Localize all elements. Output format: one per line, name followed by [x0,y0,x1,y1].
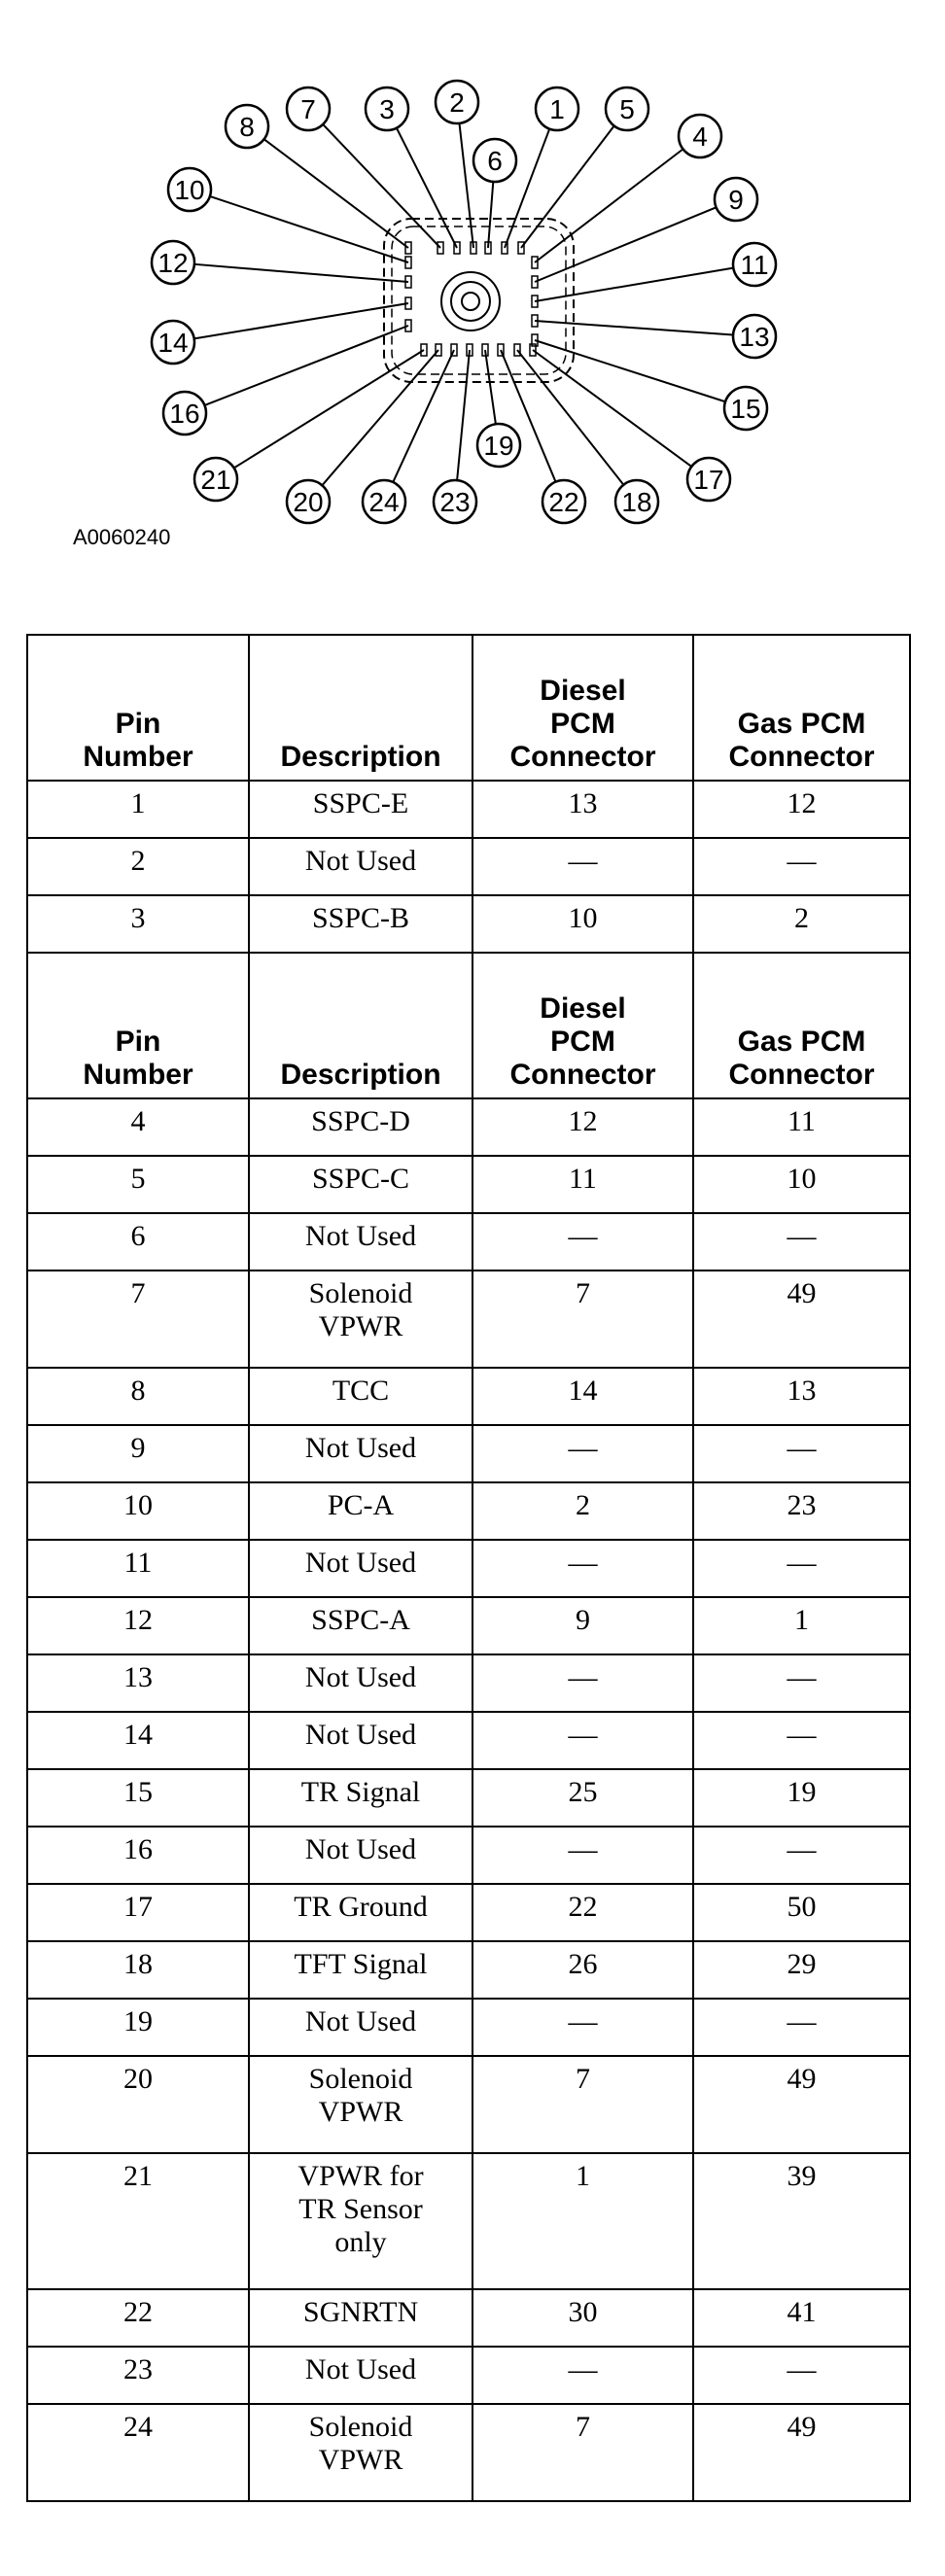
cell-diesel-pcm: 10 [472,895,693,953]
table-body-first [27,781,910,953]
cell-description: Not Used [249,1654,472,1712]
cell-pin-number: 11 [27,1540,249,1597]
table-row [27,1425,910,1482]
cell-pin-number: 3 [27,895,249,953]
leader-line [264,139,408,248]
callout-label: 4 [692,122,708,152]
callout-label: 23 [439,487,471,517]
cell-gas-pcm: 49 [693,2404,910,2501]
pin-callout [687,458,730,501]
cell-diesel-pcm: 13 [472,781,693,838]
leader-line [535,207,717,282]
leader-line [397,128,457,248]
table-row [27,1654,910,1712]
pin-callout [226,105,268,148]
cell-pin-number: 16 [27,1827,249,1884]
pin-callout [194,458,237,501]
cell-description: TFT Signal [249,1941,472,1999]
table-row [27,2289,910,2347]
callout-label: 5 [619,94,635,124]
leader-lines [194,123,734,485]
leader-line [234,350,424,468]
callout-label: 8 [239,112,255,142]
leader-line [459,123,473,248]
cell-gas-pcm: 49 [693,1271,910,1368]
pin-callout [152,321,194,364]
leader-line [517,350,623,485]
cell-pin-number: 21 [27,2153,249,2289]
cell-diesel-pcm: — [472,1999,693,2056]
table-row [27,1597,910,1654]
cell-diesel-pcm: 22 [472,1884,693,1941]
cell-diesel-pcm: 9 [472,1597,693,1654]
pin-callout [363,480,405,523]
cell-description: Solenoid VPWR [249,1271,472,1368]
cell-diesel-pcm: 30 [472,2289,693,2347]
table-row [27,2153,910,2289]
cell-diesel-pcm: 1 [472,2153,693,2289]
callout-label: 9 [728,185,744,215]
cell-gas-pcm: — [693,1712,910,1769]
cell-description: SSPC-B [249,895,472,953]
callout-label: 19 [483,431,514,461]
pin-callout [679,115,721,157]
leader-line [485,350,496,424]
callout-label: 10 [174,175,205,205]
header-pin-number: Pin Number [27,953,249,1098]
cell-gas-pcm: 11 [693,1098,910,1156]
cell-description: SSPC-D [249,1098,472,1156]
table-header-row [27,635,910,781]
table-header-repeat [27,953,910,1098]
cell-gas-pcm: 41 [693,2289,910,2347]
table-header-row [27,953,910,1098]
pin-terminals [405,242,538,356]
cell-pin-number: 7 [27,1271,249,1368]
cell-description: Not Used [249,1213,472,1271]
callout-label: 16 [169,399,200,429]
cell-pin-number: 12 [27,1597,249,1654]
cell-diesel-pcm: 7 [472,2404,693,2501]
leader-line [204,326,408,405]
pin-callout [733,243,776,286]
pin-callout [733,315,776,358]
cell-diesel-pcm: — [472,1654,693,1712]
cell-pin-number: 17 [27,1884,249,1941]
cell-description: Not Used [249,1540,472,1597]
cell-description: SSPC-C [249,1156,472,1213]
cell-gas-pcm: — [693,2347,910,2404]
cell-gas-pcm: — [693,838,910,895]
pin-callout [473,139,516,182]
cell-description: Not Used [249,1425,472,1482]
pin-callout [724,387,767,430]
pin-callout [287,87,330,130]
cell-gas-pcm: 12 [693,781,910,838]
header-description: Description [249,635,472,781]
pin-callout [434,480,476,523]
connector-center-dot [462,293,479,310]
cell-pin-number: 9 [27,1425,249,1482]
cell-description: SSPC-A [249,1597,472,1654]
cell-gas-pcm: — [693,1999,910,2056]
leader-line [323,124,440,248]
cell-pin-number: 1 [27,781,249,838]
cell-pin-number: 13 [27,1654,249,1712]
leader-line [535,321,733,334]
pin-callout [163,392,206,435]
callout-label: 12 [158,248,189,278]
table-row [27,1540,910,1597]
cell-pin-number: 5 [27,1156,249,1213]
table-row [27,1156,910,1213]
header-pin-number: Pin Number [27,635,249,781]
cell-diesel-pcm: 7 [472,1271,693,1368]
table-row [27,2347,910,2404]
cell-pin-number: 15 [27,1769,249,1827]
leader-line [535,340,725,401]
pin-callout [715,178,757,221]
cell-description: SGNRTN [249,2289,472,2347]
callout-label: 1 [549,94,565,124]
leader-line [210,196,408,262]
pin-callout [542,480,585,523]
cell-description: Not Used [249,1712,472,1769]
callout-label: 13 [739,322,770,352]
table-row [27,895,910,953]
pin-callout [615,480,658,523]
pin-callout [366,87,408,130]
callout-label: 18 [621,487,652,517]
cell-pin-number: 23 [27,2347,249,2404]
pin-callout [287,480,330,523]
cell-gas-pcm: — [693,1827,910,1884]
cell-gas-pcm: 23 [693,1482,910,1540]
cell-pin-number: 18 [27,1941,249,1999]
cell-gas-pcm: 2 [693,895,910,953]
cell-diesel-pcm: — [472,1213,693,1271]
cell-diesel-pcm: 26 [472,1941,693,1999]
table-row [27,1827,910,1884]
cell-diesel-pcm: 2 [472,1482,693,1540]
table-row [27,2404,910,2501]
cell-gas-pcm: 50 [693,1884,910,1941]
connector-center-ring-inner [451,282,490,321]
leader-line [521,125,614,248]
cell-description: TR Ground [249,1884,472,1941]
cell-pin-number: 14 [27,1712,249,1769]
table-row [27,1999,910,2056]
header-diesel-pcm: Diesel PCM Connector [472,635,693,781]
cell-description: Not Used [249,1827,472,1884]
cell-diesel-pcm: 12 [472,1098,693,1156]
diagram-code: A0060240 [73,525,171,549]
cell-diesel-pcm: 11 [472,1156,693,1213]
cell-gas-pcm: 39 [693,2153,910,2289]
cell-diesel-pcm: 14 [472,1368,693,1425]
cell-gas-pcm: — [693,1213,910,1271]
table-body-second [27,1098,910,2501]
table-row [27,838,910,895]
cell-gas-pcm: — [693,1540,910,1597]
table-row [27,1368,910,1425]
cell-gas-pcm: 10 [693,1156,910,1213]
pin-callout [152,241,194,284]
callout-label: 24 [368,487,400,517]
cell-pin-number: 19 [27,1999,249,2056]
leader-line [194,264,408,282]
cell-diesel-pcm: — [472,1827,693,1884]
callout-label: 6 [487,146,503,176]
cell-gas-pcm: — [693,1425,910,1482]
table-row [27,1482,910,1540]
callout-label: 3 [379,94,395,124]
cell-diesel-pcm: — [472,1540,693,1597]
cell-description: VPWR for TR Sensor only [249,2153,472,2289]
cell-gas-pcm: 19 [693,1769,910,1827]
cell-pin-number: 6 [27,1213,249,1271]
pin-callout [606,87,648,130]
header-diesel-pcm: Diesel PCM Connector [472,953,693,1098]
leader-line [488,182,493,248]
cell-pin-number: 2 [27,838,249,895]
callout-label: 15 [730,394,761,424]
callout-label: 14 [158,328,189,358]
table-row [27,1213,910,1271]
cell-gas-pcm: — [693,1654,910,1712]
table-row [27,1941,910,1999]
pin-callout [168,168,211,211]
cell-gas-pcm: 1 [693,1597,910,1654]
header-gas-pcm: Gas PCM Connector [693,953,910,1098]
cell-description: TCC [249,1368,472,1425]
callout-label: 11 [740,250,769,280]
cell-pin-number: 24 [27,2404,249,2501]
cell-diesel-pcm: — [472,1712,693,1769]
callout-label: 7 [300,94,316,124]
callout-label: 17 [693,465,724,495]
leader-line [322,350,438,485]
table-row [27,1884,910,1941]
cell-description: Solenoid VPWR [249,2404,472,2501]
cell-gas-pcm: 13 [693,1368,910,1425]
cell-pin-number: 8 [27,1368,249,1425]
callout-label: 21 [200,465,231,495]
pin-callouts [152,81,776,523]
cell-description: Not Used [249,2347,472,2404]
table-row [27,1098,910,1156]
callout-label: 20 [293,487,324,517]
cell-description: SSPC-E [249,781,472,838]
table-row [27,781,910,838]
cell-gas-pcm: 29 [693,1941,910,1999]
leader-line [535,149,683,262]
pin-table [26,634,911,2502]
cell-pin-number: 10 [27,1482,249,1540]
cell-pin-number: 4 [27,1098,249,1156]
connector-diagram [0,0,945,603]
leader-line [533,350,691,467]
leader-line [457,350,470,480]
pin-callout [536,87,578,130]
cell-description: PC-A [249,1482,472,1540]
cell-description: Solenoid VPWR [249,2056,472,2153]
table-row [27,1712,910,1769]
table-row [27,2056,910,2153]
cell-diesel-pcm: — [472,1425,693,1482]
cell-description: TR Signal [249,1769,472,1827]
cell-diesel-pcm: — [472,838,693,895]
header-description: Description [249,953,472,1098]
cell-description: Not Used [249,1999,472,2056]
cell-diesel-pcm: — [472,2347,693,2404]
callout-label: 2 [449,87,465,118]
cell-pin-number: 20 [27,2056,249,2153]
table-row [27,1769,910,1827]
leader-line [535,268,733,301]
cell-diesel-pcm: 7 [472,2056,693,2153]
cell-diesel-pcm: 25 [472,1769,693,1827]
table-row [27,1271,910,1368]
cell-pin-number: 22 [27,2289,249,2347]
cell-description: Not Used [249,838,472,895]
header-gas-pcm: Gas PCM Connector [693,635,910,781]
callout-label: 22 [548,487,579,517]
cell-gas-pcm: 49 [693,2056,910,2153]
leader-line [393,350,454,482]
pin-callout [477,424,520,467]
pin-callout [436,81,478,123]
leader-line [194,303,408,338]
